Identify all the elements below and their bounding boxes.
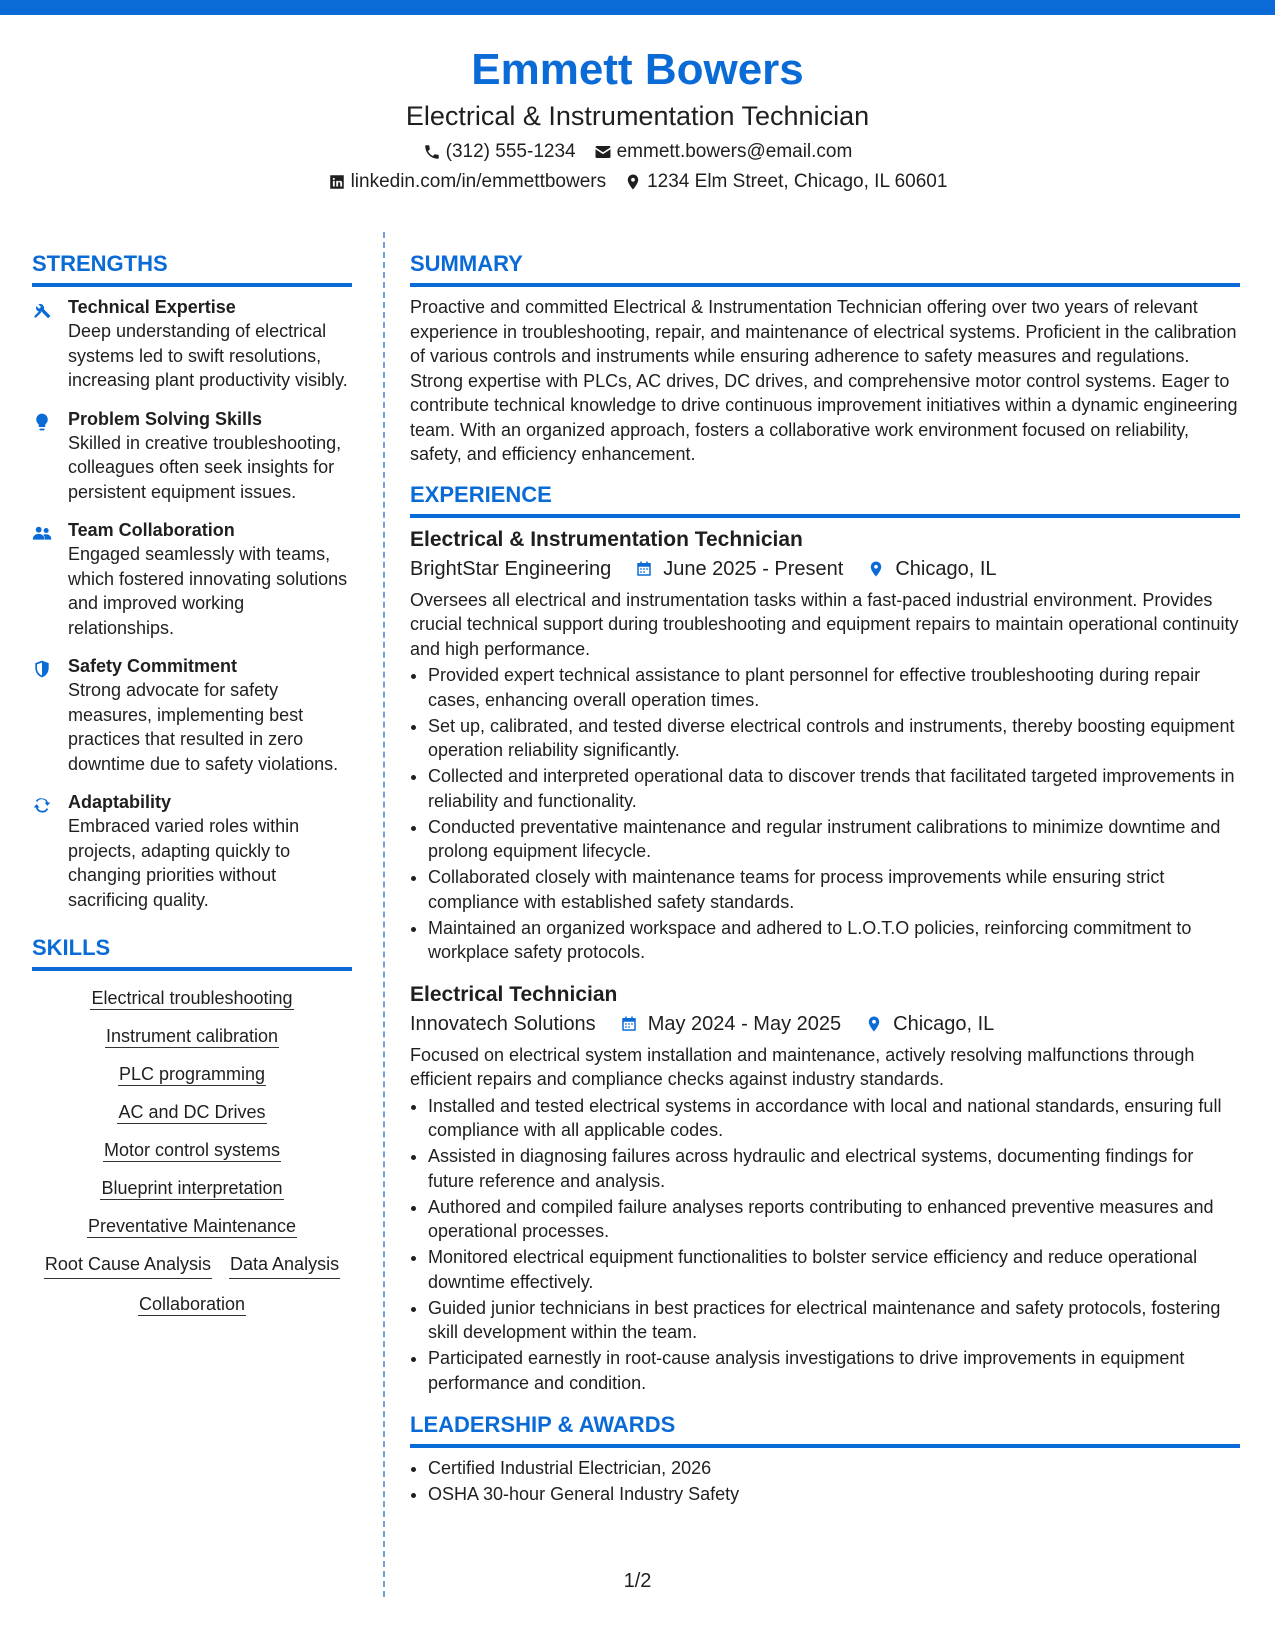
strength-title: Safety Commitment: [68, 656, 238, 676]
linkedin-text: linkedin.com/in/emmettbowers: [350, 171, 607, 192]
bullet-item: • Guided junior technicians in best practices for electrical maintenance and safety protocols, fostering skill development within the team.: [428, 1296, 1240, 1345]
strength-item: [32, 518, 352, 640]
calendar-icon: [620, 1015, 638, 1033]
experience-heading: EXPERIENCE: [410, 481, 1240, 518]
email-text: emmett.bowers@email.com: [616, 141, 853, 162]
skills-heading: SKILLS: [32, 934, 352, 971]
strength-desc: Strong advocate for safety measures, implementing best practices that resulted in zero downtime due to safety violations.: [68, 680, 339, 774]
summary-heading: SUMMARY: [410, 250, 1240, 287]
skill-tag: Root Cause Analysis: [44, 1251, 212, 1279]
strength-desc: Skilled in creative troubleshooting, colleagues often seek insights for persistent equipment issues.: [68, 432, 342, 502]
bullet-item: • Collected and interpreted operational data to discover trends that facilitated targeted improvements in reliability and functionality.: [428, 764, 1240, 813]
awards-list: [410, 1456, 1240, 1507]
job-entry: [410, 981, 1240, 1396]
job-location: Chicago, IL: [893, 1012, 995, 1035]
strength-item: [32, 790, 352, 912]
job-meta: [410, 1009, 1240, 1039]
refresh-icon: [32, 795, 52, 815]
bullet-item: • Participated earnestly in root-cause analysis investigations to drive improvements in equipment performance and condition.: [428, 1346, 1240, 1395]
job-company: BrightStar Engineering: [410, 557, 612, 580]
contact-row-1: [0, 137, 1275, 167]
page-number: 1/2: [623, 1570, 652, 1592]
skill-tag: AC and DC Drives: [118, 1102, 266, 1122]
column-divider: [383, 232, 385, 1597]
strength-title: Problem Solving Skills: [68, 408, 263, 429]
contact-phone: [423, 137, 576, 167]
skill-tag: Instrument calibration: [105, 1026, 279, 1046]
shield-icon: [32, 659, 52, 679]
strength-title: Team Collaboration: [68, 520, 235, 540]
bullet-item: • Set up, calibrated, and tested diverse electrical controls and instruments, thereby boosting equipment operation reliability significantly.: [428, 714, 1240, 763]
strength-item: [32, 295, 352, 393]
bullet-item: • Collaborated closely with maintenance teams for process improvements while ensuring strict compliance with established safety standards.: [428, 865, 1240, 914]
calendar-icon: [635, 560, 653, 578]
bullet-item: • Provided expert technical assistance to plant personnel for effective troubleshooting during repair cases, enhancing overall operation times.: [428, 663, 1240, 712]
bullet-item: • Installed and tested electrical systems in accordance with local and national standards, ensuring full compliance with all applicable codes.: [428, 1094, 1240, 1143]
skills-list: [32, 979, 352, 1317]
contact-address: [624, 167, 947, 197]
tools-icon: [32, 300, 52, 320]
map-pin-icon: [865, 1015, 883, 1033]
contact-email[interactable]: [594, 137, 853, 167]
job-title: Electrical & Instrumentation Technician: [410, 527, 803, 551]
summary-text: Proactive and committed Electrical & Instrumentation Technician offering over two years of relevant experience in troubleshooting, repair, and maintenance of electrical systems. Proficient in the calibration of various controls and instruments while ensuring adherence to safety measures and regulations. Strong expertise with PLCs, AC drives, DC drives, and comprehensive motor control systems. Eager to contribute technical knowledge to drive continuous improvement initiatives within a dynamic engineering team. With an organized approach, fosters a collaborative work environment focused on reliability, safety, and efficiency enhancement.: [410, 297, 1238, 464]
strengths-heading: STRENGTHS: [32, 250, 352, 287]
award-item: • Certified Industrial Electrician, 2026: [428, 1456, 1240, 1481]
skill-tag: Blueprint interpretation: [101, 1178, 283, 1198]
job-dates: June 2025 - Present: [663, 557, 844, 580]
map-pin-icon: [624, 173, 642, 191]
skill-tag: Preventative Maintenance: [87, 1216, 297, 1236]
strength-desc: Embraced varied roles within projects, adapting quickly to changing priorities without sacrificing quality.: [68, 816, 300, 910]
strength-item: [32, 407, 352, 505]
job-company: Innovatech Solutions: [410, 1012, 596, 1035]
strength-desc: Deep understanding of electrical systems led to swift resolutions, increasing plant productivity visibly.: [68, 321, 348, 390]
job-meta: [410, 554, 1240, 584]
bullet-item: • Authored and compiled failure analyses reports contributing to enhanced preventive measures and operational processes.: [428, 1195, 1240, 1244]
skill-tag: Collaboration: [138, 1294, 246, 1314]
strength-desc: Engaged seamlessly with teams, which fostered innovating solutions and improved working relationships.: [68, 544, 348, 638]
strength-item: [32, 654, 352, 776]
resume-header: [0, 40, 1275, 197]
contact-linkedin[interactable]: [328, 167, 607, 197]
bullet-item: • Monitored electrical equipment functionalities to bolster service efficiency and reduce operational downtime effectively.: [428, 1245, 1240, 1294]
skill-tag: Data Analysis: [229, 1251, 340, 1279]
strength-title: Adaptability: [68, 792, 172, 812]
contact-row-2: [0, 167, 1275, 197]
job-description: Oversees all electrical and instrumentation tasks within a fast-paced industrial environment. Provides crucial technical support during troubleshooting and equipment repairs to maintain operational continuity and high performance.: [410, 589, 1239, 659]
bullet-item: • Maintained an organized workspace and adhered to L.O.T.O policies, reinforcing commitment to workplace safety protocols.: [428, 916, 1240, 965]
job-description: Focused on electrical system installation and maintenance, actively resolving malfunctions through efficient repairs and compliance checks against industry standards.: [410, 1044, 1195, 1089]
right-column: [410, 250, 1240, 1508]
candidate-name: Emmett Bowers: [471, 45, 804, 94]
envelope-icon: [594, 143, 612, 161]
users-icon: [32, 523, 52, 543]
address-text: 1234 Elm Street, Chicago, IL 60601: [647, 171, 948, 192]
map-pin-icon: [867, 560, 885, 578]
top-accent-bar: [0, 0, 1275, 15]
skill-tag: PLC programming: [118, 1064, 266, 1084]
bullet-item: • Conducted preventative maintenance and regular instrument calibrations to minimize downtime and prolong equipment lifecycle.: [428, 815, 1240, 864]
job-location: Chicago, IL: [895, 557, 997, 580]
skill-tag: Motor control systems: [103, 1140, 281, 1160]
leadership-heading: LEADERSHIP & AWARDS: [410, 1411, 1240, 1448]
job-dates: May 2024 - May 2025: [647, 1012, 842, 1035]
job-bullets: [410, 1094, 1240, 1396]
left-column: [32, 250, 352, 1317]
candidate-role: Electrical & Instrumentation Technician: [405, 101, 870, 131]
bullet-item: • Assisted in diagnosing failures across hydraulic and electrical systems, documenting findings for future reference and analysis.: [428, 1144, 1240, 1193]
phone-icon: [423, 143, 441, 161]
skill-tag: Electrical troubleshooting: [91, 988, 293, 1008]
job-entry: [410, 526, 1240, 965]
job-title: Electrical Technician: [410, 982, 618, 1006]
phone-text: (312) 555-1234: [445, 141, 576, 162]
lightbulb-icon: [32, 412, 52, 432]
award-item: • OSHA 30-hour General Industry Safety: [428, 1482, 1240, 1507]
job-bullets: [410, 663, 1240, 965]
strength-title: Technical Expertise: [68, 297, 236, 317]
linkedin-icon: [328, 173, 346, 191]
